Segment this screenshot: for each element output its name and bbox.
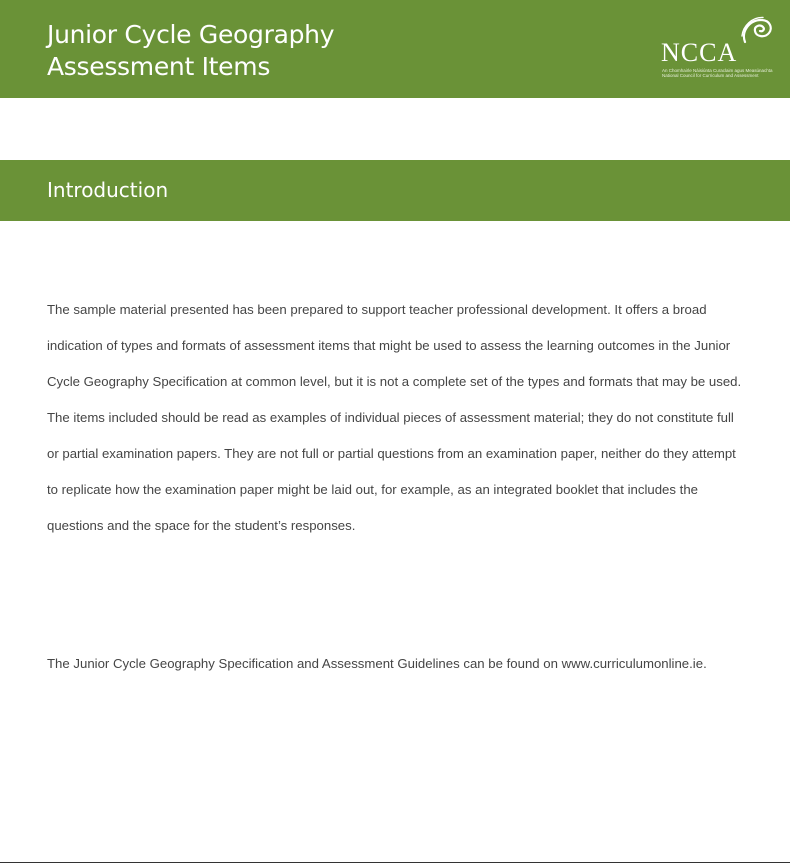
document-title-line-2: Assessment Items bbox=[47, 52, 271, 81]
intro-paragraph bbox=[47, 292, 747, 544]
intro-line: questions and the space for the student’s responses. bbox=[47, 518, 356, 533]
ncca-tagline-irish: An Chomhairle Náisiúnta Curaclaim agus Measúnachta bbox=[662, 68, 773, 73]
swirl-logo-icon bbox=[739, 16, 775, 46]
intro-line: The items included should be read as examples of individual pieces of assessment material; they do not constitute full bbox=[47, 410, 734, 425]
guidelines-note: The Junior Cycle Geography Specification and Assessment Guidelines can be found on www.curriculumonline.ie. bbox=[47, 656, 707, 671]
ncca-tagline-english: National Council for Curriculum and Assessment bbox=[662, 73, 759, 78]
document-title bbox=[47, 19, 334, 83]
page-bottom-divider bbox=[0, 862, 790, 863]
section-title: Introduction bbox=[47, 178, 169, 202]
intro-line: Cycle Geography Specification at common level, but it is not a complete set of the types and formats that may be used. bbox=[47, 374, 742, 389]
ncca-wordmark: NCCA bbox=[661, 38, 738, 67]
ncca-logo bbox=[661, 16, 781, 82]
intro-line: to replicate how the examination paper might be laid out, for example, as an integrated booklet that includes the bbox=[47, 482, 698, 497]
intro-line: or partial examination papers. They are not full or partial questions from an examination paper, neither do they attempt bbox=[47, 446, 736, 461]
intro-line: The sample material presented has been prepared to support teacher professional development. It offers a broad bbox=[47, 302, 707, 317]
document-title-line-1: Junior Cycle Geography bbox=[47, 20, 335, 49]
ncca-tagline bbox=[662, 68, 773, 78]
section-header-bar bbox=[0, 160, 790, 221]
intro-line: indication of types and formats of assessment items that might be used to assess the learning outcomes in the Junior bbox=[47, 338, 731, 353]
page-header bbox=[0, 0, 790, 98]
